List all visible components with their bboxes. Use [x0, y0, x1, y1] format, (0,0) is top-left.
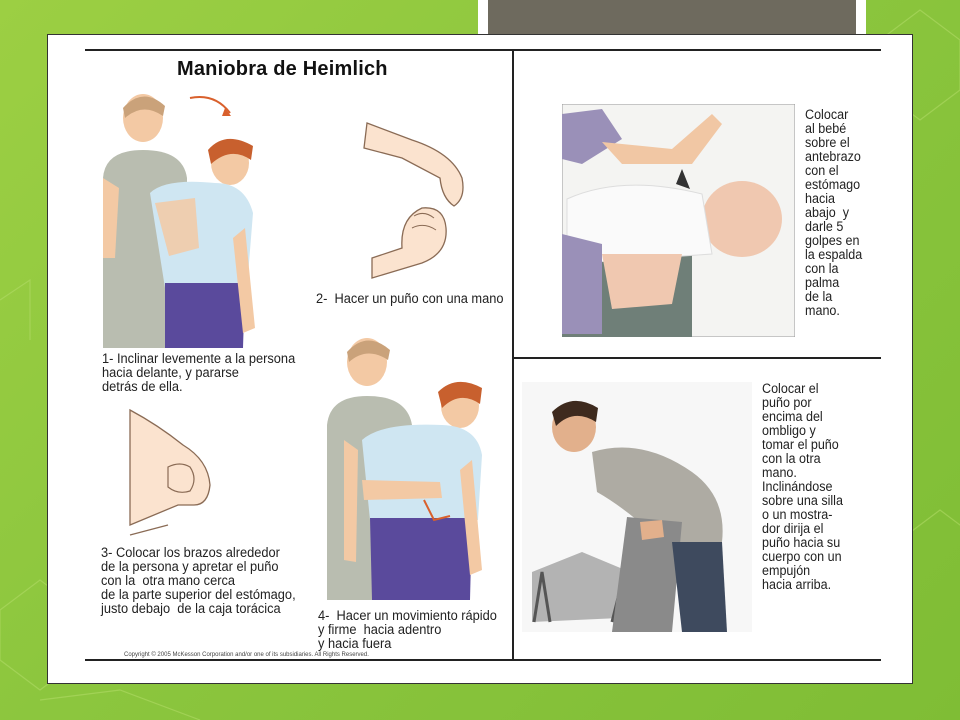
right-top-rule	[514, 49, 881, 51]
step2-illustration	[362, 118, 472, 283]
baby-photo	[562, 104, 795, 337]
step1-illustration	[95, 88, 270, 348]
page-title: Maniobra de Heimlich	[177, 58, 388, 80]
copyright-notice: Copyright © 2005 McKesson Corporation and/or one of its subsidiaries. All Rights Reserved.	[124, 652, 369, 658]
self-heimlich-photo	[522, 382, 752, 632]
step3-illustration	[128, 405, 223, 540]
step4-illustration	[322, 330, 492, 600]
right-middle-rule	[514, 357, 881, 359]
baby-instructions: Colocar al bebé sobre el antebrazo con el estómago hacia abajo y darle 5 golpes en la espalda con la palma de la mano.	[805, 107, 863, 318]
step4-caption: 4- Hacer un movimiento rápido y firme hacia adentro y hacia fuera	[318, 608, 497, 651]
top-rule	[85, 49, 512, 51]
step1-caption: 1- Inclinar levemente a la persona hacia delante, y pararse detrás de ella.	[102, 351, 296, 394]
bottom-rule	[85, 659, 881, 661]
step3-caption: 3- Colocar los brazos alrededor de la persona y apretar el puño con la otra mano cerca de la parte superior del estómago, justo debajo de la caja torácica	[101, 545, 296, 616]
panel-divider	[512, 49, 514, 661]
step2-caption: 2- Hacer un puño con una mano	[316, 291, 504, 306]
self-heimlich-instructions: Colocar el puño por encima del ombligo y tomar el puño con la otra mano. Inclinándose sobre una silla o un mostra- dor dirija el puño hacia su cuerpo con un empujón hacia arriba.	[762, 381, 843, 592]
